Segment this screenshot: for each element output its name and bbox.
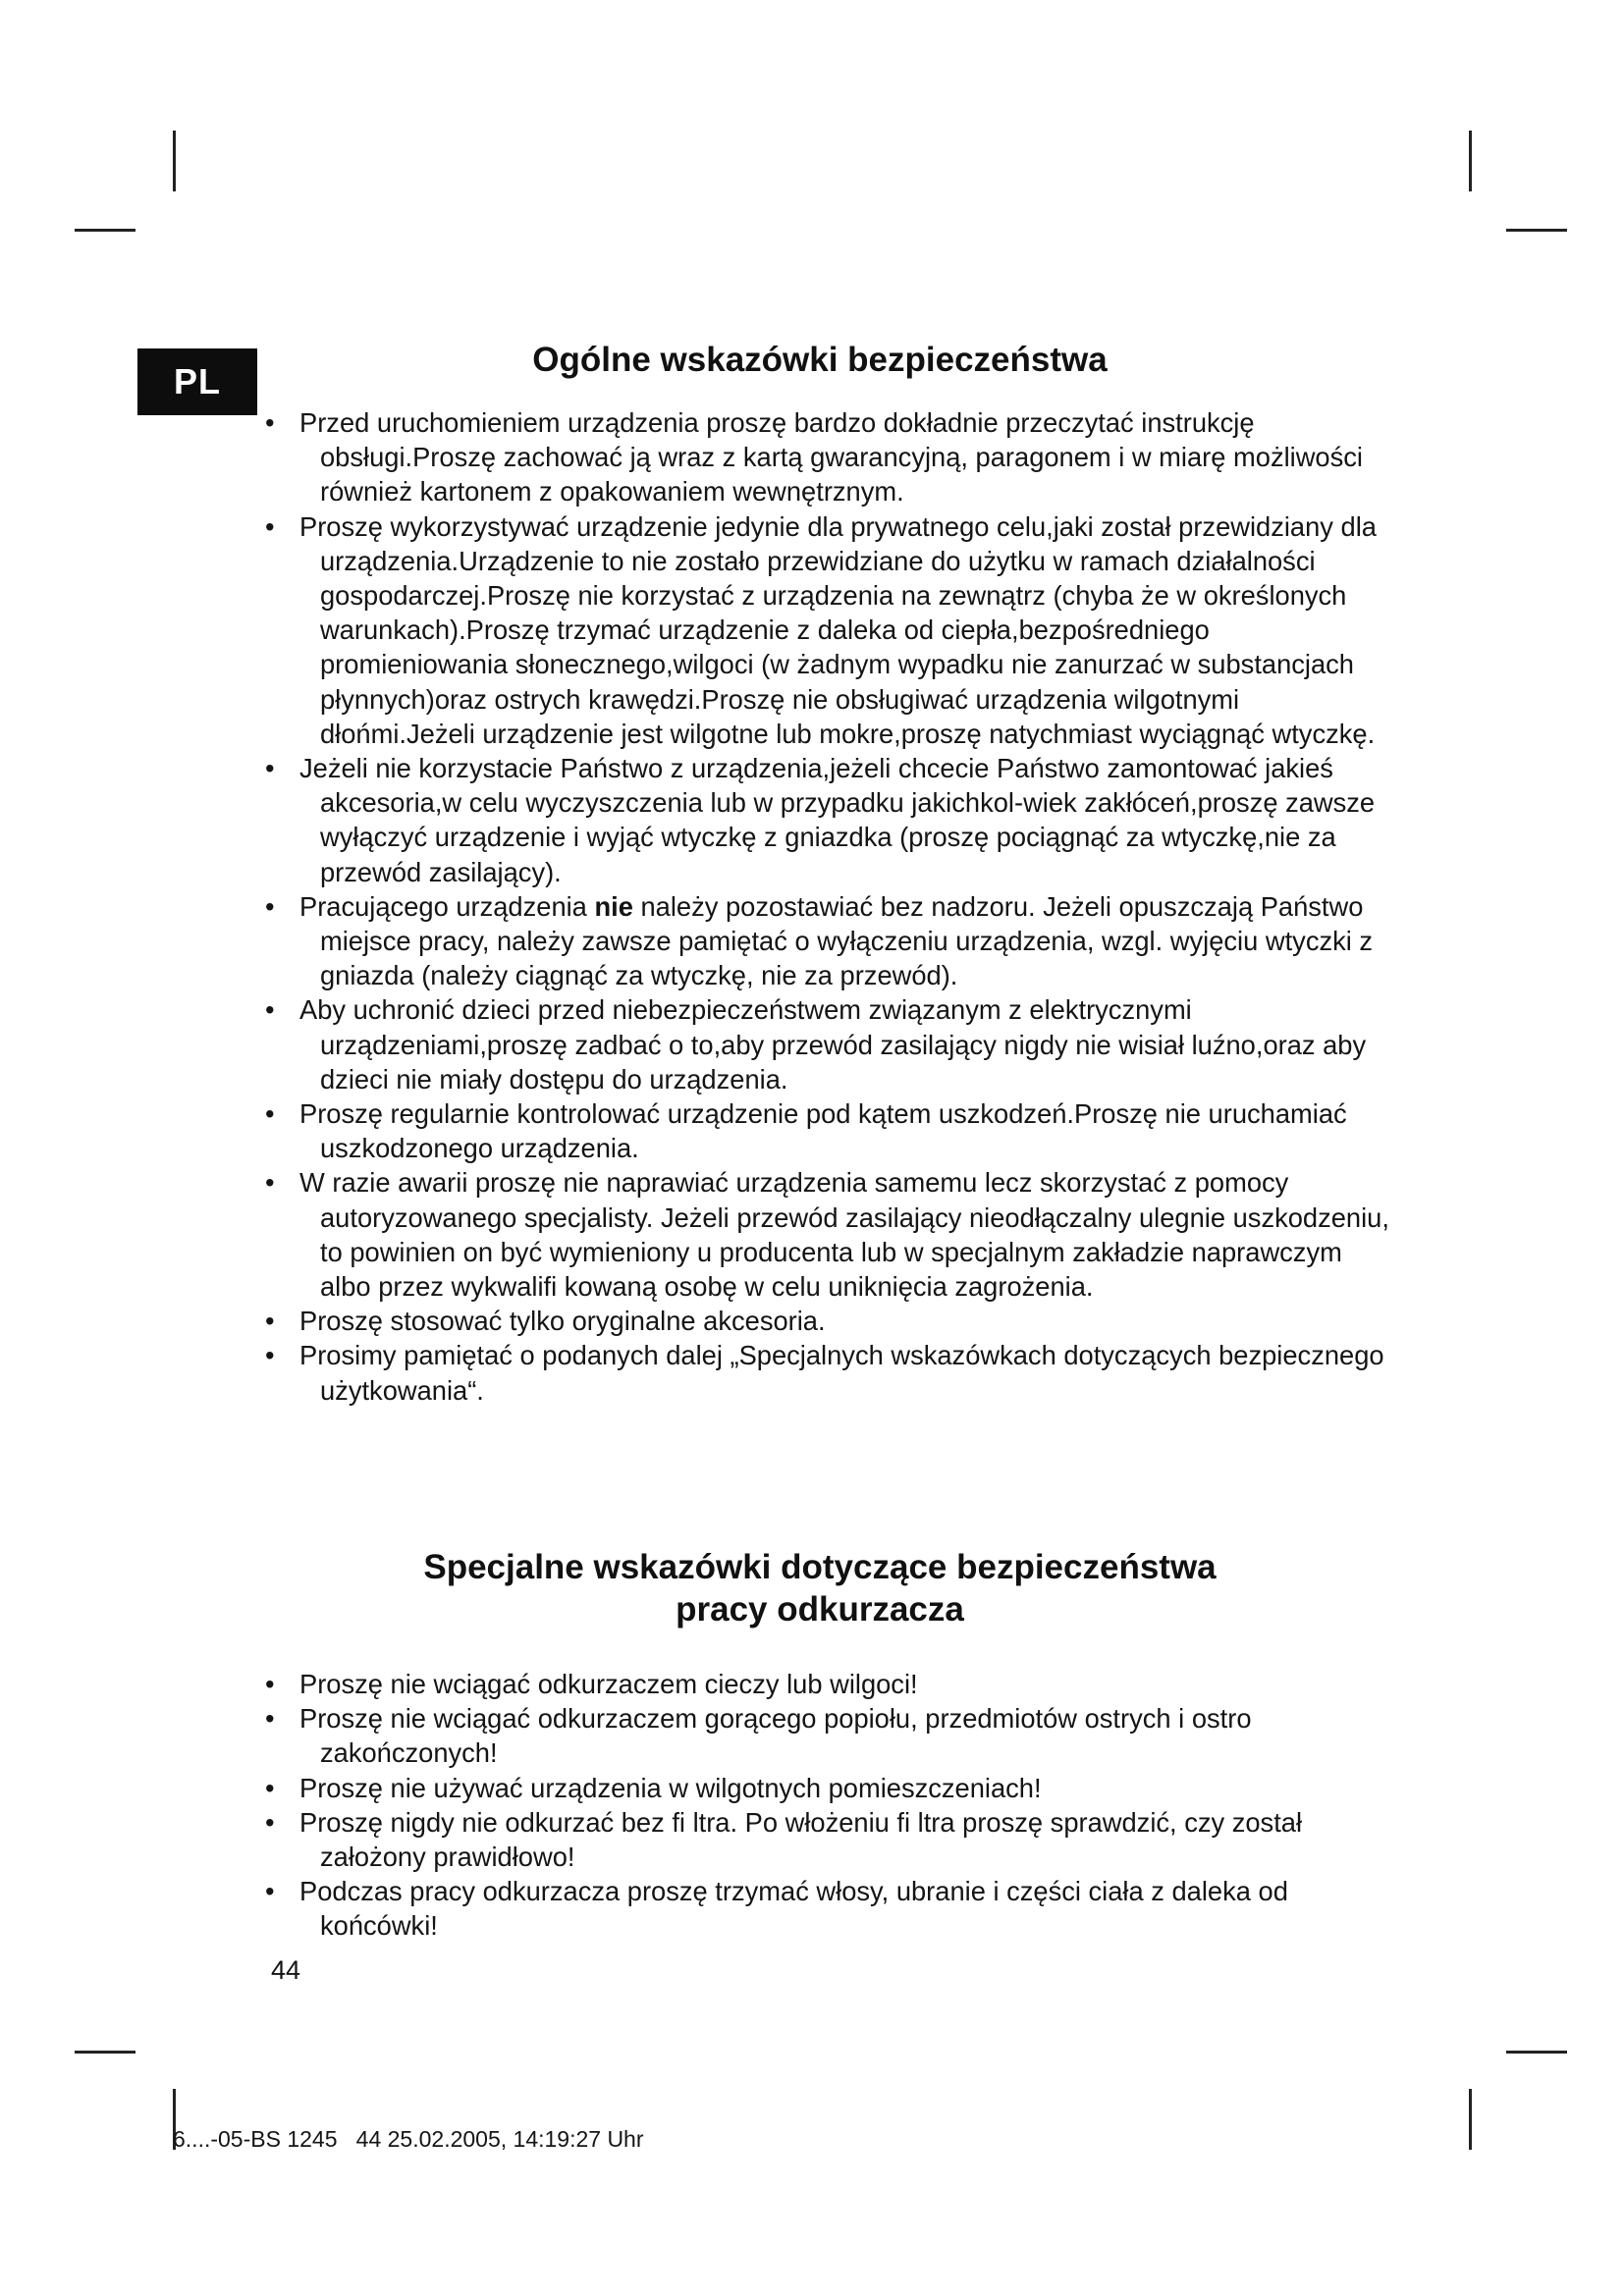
list-item [265,1338,1394,1407]
list-item [265,1701,1394,1770]
item-text-bold: nie [594,890,633,922]
item-text: Proszę nie używać urządzenia w wilgotnych pomieszczeniach! [299,1772,1042,1803]
bullet-icon: • [265,1306,275,1337]
item-text: Proszę stosować tylko oryginalne akcesoria. [299,1306,826,1337]
item-text: Proszę nie wciągać odkurzaczem cieczy lub wilgoci! [299,1669,918,1699]
page-number: 44 [271,1955,301,1985]
item-text: Proszę nie wciągać odkurzaczem gorącego popiołu, przedmiotów ostrych i ostro zakończonych! [299,1703,1252,1769]
list-item [265,1165,1394,1304]
list-item [265,1805,1394,1874]
list-item [265,509,1394,751]
print-footer: 6....-05-BS 1245 44 25.02.2005, 14:19:27 Uhr [173,2126,644,2152]
language-tab: PL [137,348,257,415]
crop-mark-top-left-horizontal [75,229,135,232]
list-item [265,992,1394,1096]
item-text: Pracującego urządzenia [299,890,595,922]
bullet-icon: • [265,890,275,922]
item-text: Proszę wykorzystywać urządzenie jedynie dla prywatnego celu,jaki został przewidziany dla urządzenia.Urządzenie to nie zostało przewidziane do użytku w ramach działalności gospodarczej.Proszę nie korzystać z urządzenia na zewnątrz (chyba że w określonych warunkach).Proszę trzymać urządzenie z daleka od ciepła,bezpośredniego promieniowania słonecznego,wilgoci (w żadnym wypadku nie zanurzać w substancjach płynnych)oraz ostrych krawędzi.Proszę nie obsługiwać urządzenia wilgotnymi dłońmi.Jeżeli urządzenie jest wilgotne lub mokre,proszę natychmiast wyciągnąć wtyczkę. [299,510,1377,749]
crop-mark-top-right-horizontal [1506,229,1567,232]
list-item [265,751,1394,889]
bullet-icon: • [265,1876,275,1907]
list-item [265,1667,1394,1701]
crop-mark-top-left-vertical [173,131,176,191]
list-item [265,889,1394,993]
section-title-general-safety: Ogólne wskazówki bezpieczeństwa [532,341,1108,379]
bullet-icon: • [265,753,275,784]
item-text: Proszę regularnie kontrolować urządzenie pod kątem uszkodzeń.Proszę nie uruchamiać uszkodzonego urządzenia. [299,1098,1347,1164]
item-text: Jeżeli nie korzystacie Państwo z urządzenia,jeżeli chcecie Państwo zamontować jakieś akcesoria,w celu wyczyszczenia lub w przypadku jakichkol-wiek zakłóceń,proszę zawsze wyłączyć urządzenie i wyjąć wtyczkę z gniazdka (proszę pociągnąć za wtyczkę,nie za przewód zasilający). [299,753,1376,887]
list-item [265,1771,1394,1805]
item-text-after: należy pozostawiać bez nadzoru. Jeżeli opuszczają Państwo miejsce pracy, należy zawsze pamiętać o wyłączeniu urządzenia, wzgl. wyjęciu wtyczki z gniazda (należy ciągnąć za wtyczkę, nie za przewód). [320,890,1374,991]
crop-mark-bottom-left-horizontal [75,2051,135,2054]
crop-mark-top-right-vertical [1469,131,1472,191]
bullet-icon: • [265,407,275,438]
crop-mark-bottom-right-horizontal [1506,2051,1567,2054]
section-title-line-1: Specjalne wskazówki dotyczące bezpieczeństwa [423,1548,1217,1586]
list-item [265,1304,1394,1338]
bullet-icon: • [265,1806,275,1838]
list-item [265,1096,1394,1165]
bullet-icon: • [265,1772,275,1803]
item-text: Prosimy pamiętać o podanych dalej „Specjalnych wskazówkach dotyczących bezpiecznego użytkowania“. [299,1340,1384,1406]
item-text: Podczas pracy odkurzacza proszę trzymać włosy, ubranie i części ciała z daleka od końcówki! [299,1876,1288,1942]
bullet-icon: • [265,994,275,1026]
bullet-icon: • [265,1703,275,1735]
item-text: Aby uchronić dzieci przed niebezpieczeństwem związanym z elektrycznymi urządzeniami,proszę zadbać o to,aby przewód zasilający nigdy nie wisiał luźno,oraz aby dzieci nie miały dostępu do urządzenia. [299,994,1367,1095]
crop-mark-bottom-right-vertical [1469,2089,1472,2150]
vacuum-safety-list [265,1667,1394,1944]
bullet-icon: • [265,1669,275,1699]
bullet-icon: • [265,510,275,542]
bullet-icon: • [265,1167,275,1199]
item-text: Proszę nigdy nie odkurzać bez fi ltra. Po włożeniu fi ltra proszę sprawdzić, czy został założony prawidłowo! [299,1806,1303,1873]
list-item [265,405,1394,509]
item-text: Przed uruchomieniem urządzenia proszę bardzo dokładnie przeczytać instrukcję obsługi.Proszę zachować ją wraz z kartą gwarancyjną, paragonem i w miarę możliwości również kartonem z opakowaniem wewnętrznym. [299,407,1363,507]
bullet-icon: • [265,1340,275,1371]
section-title-line-2: pracy odkurzacza [676,1590,964,1629]
item-text: W razie awarii proszę nie naprawiać urządzenia samemu lecz skorzystać z pomocy autoryzowanego specjalisty. Jeżeli przewód zasilający nieodłączalny ulegnie uszkodzeniu, to powinien on być wymieniony u producenta lub w specjalnym zakładzie naprawczym albo przez wykwalifi kowaną osobę w celu uniknięcia zagrożenia. [299,1167,1389,1303]
bullet-icon: • [265,1098,275,1130]
general-safety-list [265,405,1394,1408]
list-item [265,1874,1394,1943]
section-title-vacuum-safety [265,1546,1375,1630]
